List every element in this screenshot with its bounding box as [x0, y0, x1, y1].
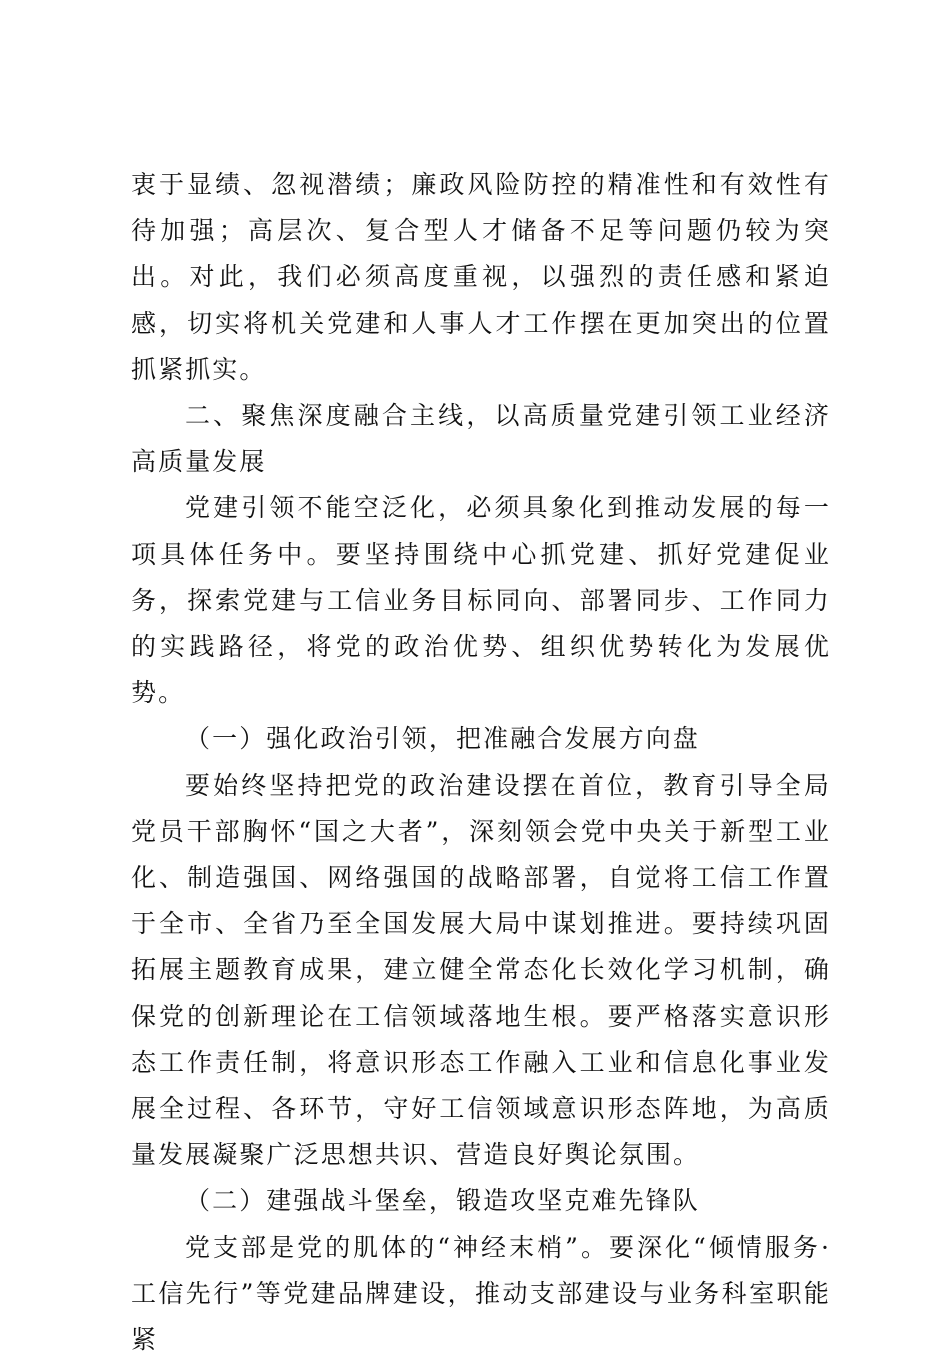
- paragraph: 党支部是党的肌体的“神经末梢”。要深化“倾情服务·工信先行”等党建品牌建设，推动支部建设与业务科室职能紧: [131, 1232, 831, 1355]
- section-heading: 二、聚焦深度融合主线，以高质量党建引领工业经济高质量发展: [131, 401, 831, 477]
- subsection-heading: （一）强化政治引领，把准融合发展方向盘: [185, 724, 700, 754]
- document-body: [131, 162, 831, 1363]
- paragraph: 要始终坚持把党的政治建设摆在首位，教育引导全局党员干部胸怀“国之大者”，深刻领会党中央关于新型工业化、制造强国、网络强国的战略部署，自觉将工信工作置于全市、全省乃至全国发展大局中谋划推进。要持续巩固拓展主题教育成果，建立健全常态化长效化学习机制，确保党的创新理论在工信领域落地生根。要严格落实意识形态工作责任制，将意识形态工作融入工业和信息化事业发展全过程、各环节，守好工信领域意识形态阵地，为高质量发展凝聚广泛思想共识、营造良好舆论氛围。: [131, 770, 831, 1170]
- paragraph-continued: 衷于显绩、忽视潜绩；廉政风险防控的精准性和有效性有待加强；高层次、复合型人才储备不足等问题仍较为突出。对此，我们必须高度重视，以强烈的责任感和紧迫感，切实将机关党建和人事人才工作摆在更加突出的位置抓紧抓实。: [131, 170, 831, 384]
- paragraph: 党建引领不能空泛化，必须具象化到推动发展的每一项具体任务中。要坚持围绕中心抓党建、抓好党建促业务，探索党建与工信业务目标同向、部署同步、工作同力的实践路径，将党的政治优势、组织优势转化为发展优势。: [131, 493, 831, 708]
- subsection-heading: （二）建强战斗堡垒，锻造攻坚克难先锋队: [185, 1186, 700, 1216]
